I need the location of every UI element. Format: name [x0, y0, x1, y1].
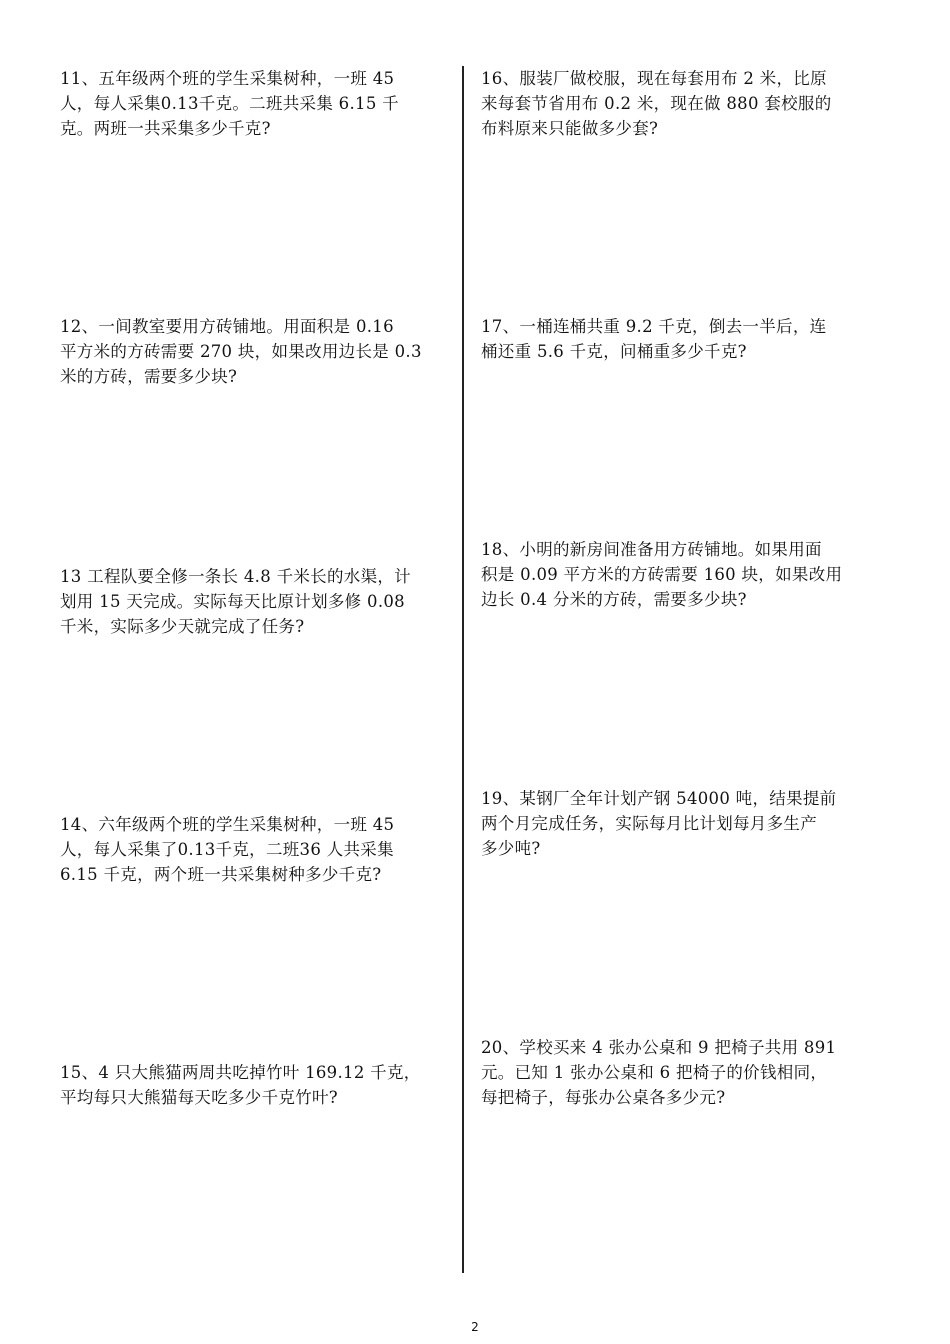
problem-line: 边长 0.4 分米的方砖，需要多少块?	[481, 590, 747, 609]
problem-line: 11、五年级两个班的学生采集树种，一班 45	[60, 69, 395, 88]
problem-20	[481, 1035, 869, 1110]
problem-line: 14、六年级两个班的学生采集树种，一班 45	[60, 815, 395, 834]
problem-line: 16、服装厂做校服，现在每套用布 2 米，比原	[481, 69, 827, 88]
problem-line: 多少吨?	[481, 839, 541, 858]
problem-line: 来每套节省用布 0.2 米，现在做 880 套校服的	[481, 94, 832, 113]
problem-line: 布料原来只能做多少套?	[481, 119, 659, 138]
problem-12	[60, 314, 448, 389]
problem-14	[60, 812, 448, 887]
problem-line: 12、一间教室要用方砖铺地。用面积是 0.16	[60, 317, 394, 336]
problem-line: 人，每人采集了0.13千克，二班36 人共采集	[60, 840, 394, 859]
problem-11	[60, 66, 448, 141]
problem-line: 元。已知 1 张办公桌和 6 把椅子的价钱相同，	[481, 1063, 828, 1082]
problem-line: 18、小明的新房间准备用方砖铺地。如果用面	[481, 540, 822, 559]
problem-line: 划用 15 天完成。实际每天比原计划多修 0.08	[60, 592, 405, 611]
problem-line: 人，每人采集0.13千克。二班共采集 6.15 千	[60, 94, 399, 113]
problem-13	[60, 564, 448, 639]
problem-18	[481, 537, 869, 612]
problem-line: 19、某钢厂全年计划产钢 54000 吨，结果提前	[481, 789, 837, 808]
problem-line: 6.15 千克，两个班一共采集树种多少千克?	[60, 865, 382, 884]
problem-line: 20、学校买来 4 张办公桌和 9 把椅子共用 891	[481, 1038, 837, 1057]
problem-line: 17、一桶连桶共重 9.2 千克，倒去一半后，连	[481, 317, 827, 336]
problem-line: 千米，实际多少天就完成了任务?	[60, 617, 305, 636]
problem-line: 每把椅子，每张办公桌各多少元?	[481, 1088, 726, 1107]
column-divider	[462, 66, 464, 1273]
problem-line: 15、4 只大熊猫两周共吃掉竹叶 169.12 千克，	[60, 1063, 421, 1082]
problem-15	[60, 1060, 448, 1110]
problem-line: 桶还重 5.6 千克，问桶重多少千克?	[481, 342, 747, 361]
page-number: 2	[471, 1320, 479, 1334]
problem-16	[481, 66, 869, 141]
problem-line: 平均每只大熊猫每天吃多少千克竹叶?	[60, 1088, 338, 1107]
problem-line: 13 工程队要全修一条长 4.8 千米长的水渠，计	[60, 567, 411, 586]
problem-line: 克。两班一共采集多少千克?	[60, 119, 271, 138]
problem-line: 米的方砖，需要多少块?	[60, 367, 238, 386]
problem-line: 两个月完成任务，实际每月比计划每月多生产	[481, 814, 817, 833]
problem-line: 平方米的方砖需要 270 块，如果改用边长是 0.3	[60, 342, 422, 361]
problem-17	[481, 314, 869, 364]
problem-line: 积是 0.09 平方米的方砖需要 160 块，如果改用	[481, 565, 843, 584]
problem-19	[481, 786, 869, 861]
